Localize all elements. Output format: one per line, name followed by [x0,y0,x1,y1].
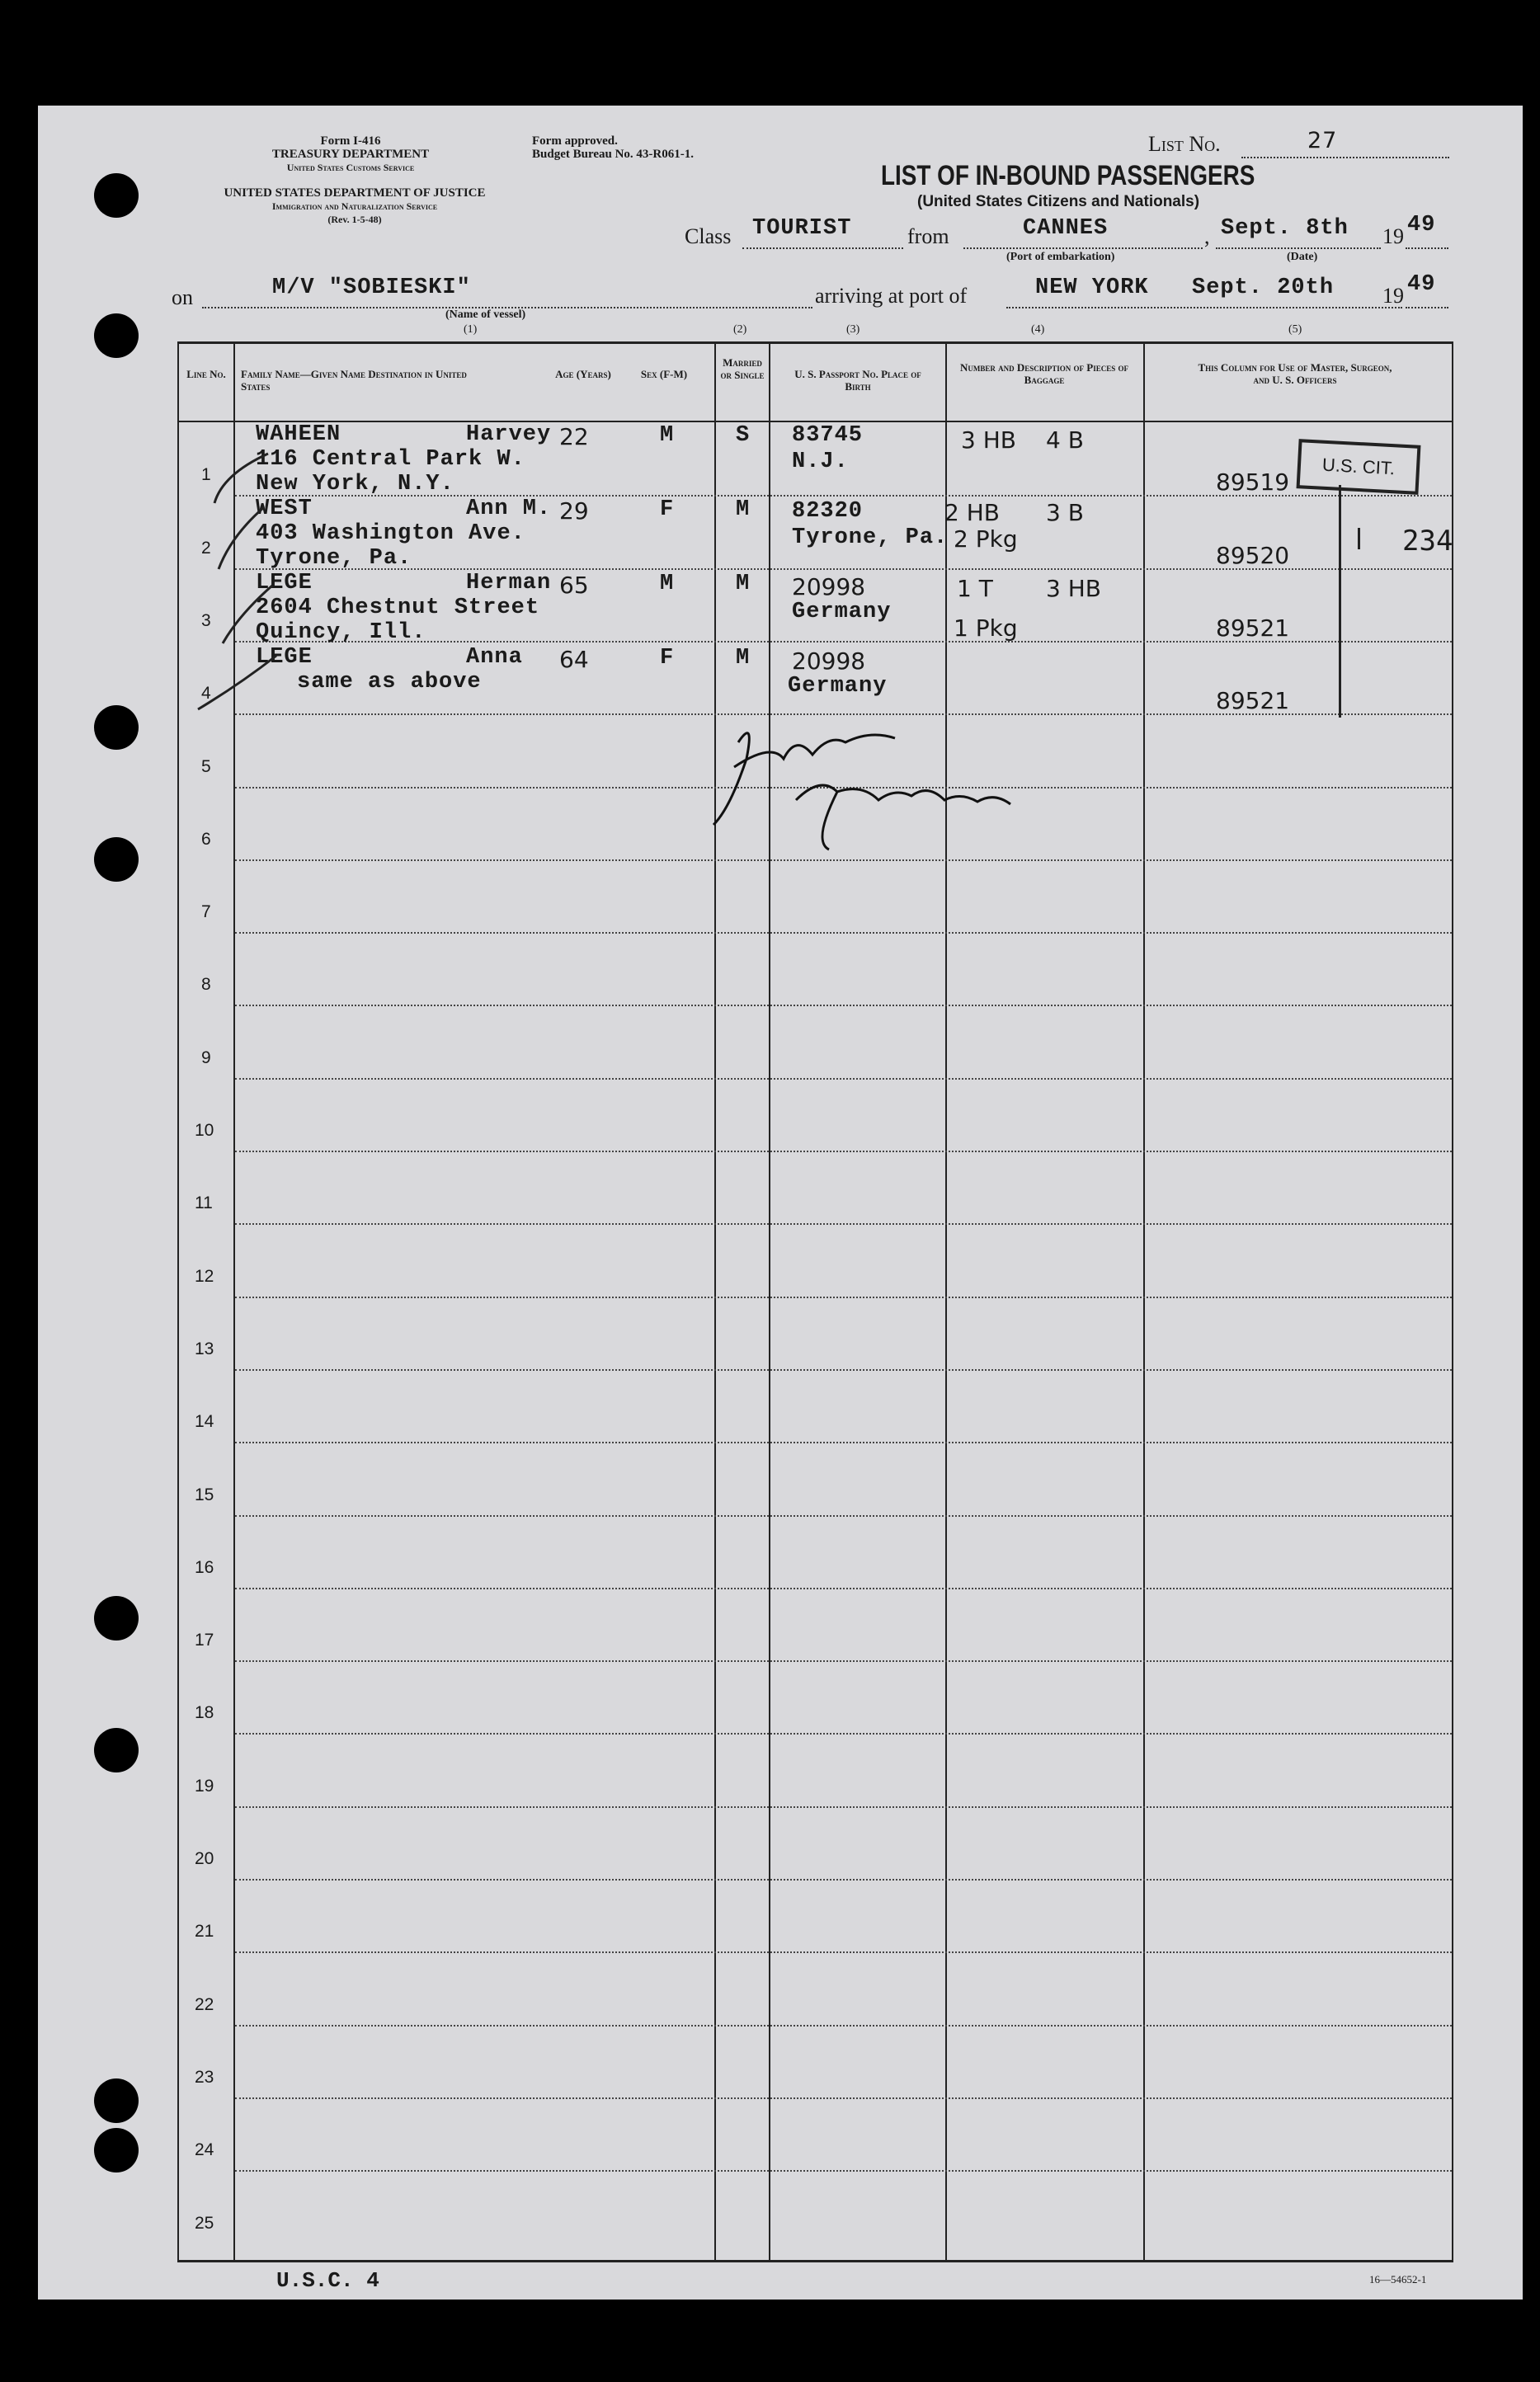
date-line [1216,247,1381,249]
row-separator [235,1078,1452,1080]
line-number: 17 [195,1631,214,1650]
line-number: 21 [195,1922,214,1942]
row-separator [235,2025,1452,2027]
col-divider [1143,341,1145,2262]
passenger-surname: LEGE [256,571,313,596]
list-no-label: List No. [1148,132,1221,156]
line-number: 10 [195,1121,214,1140]
line-number: 11 [195,1193,213,1213]
passenger-address: 116 Central Park W. [256,447,525,472]
punch-hole [94,837,139,882]
line-number: 23 [195,2067,214,2087]
row-separator [235,1879,1452,1881]
margin-tick [1358,528,1360,549]
col-number-5: (5) [1288,323,1302,336]
list-no-value: 27 [1307,128,1338,153]
year-prefix: 19 [1382,224,1404,248]
col-header-baggage: Number and Description of Pieces of Baggage [960,361,1128,386]
line-number: 24 [195,2140,214,2160]
footer-right: 16—54652-1 [1369,2273,1427,2285]
passenger-birthplace: Germany [788,674,888,699]
vessel-name: M/V "SOBIESKI" [272,275,471,300]
officer-number: 89520 [1216,542,1290,569]
punch-hole [94,2128,139,2173]
passenger-age: 65 [559,572,589,599]
line-number: 20 [195,1849,214,1868]
passenger-sex: F [660,646,675,671]
class-value: TOURIST [752,216,852,241]
passenger-married: M [736,572,751,596]
passenger-passport: 82320 [792,499,864,524]
passenger-age: 22 [559,423,589,450]
from-label: from [907,224,949,248]
passenger-married: M [736,646,751,671]
officer-number: 89519 [1216,468,1290,496]
row-separator [235,1297,1452,1298]
punch-hole [94,173,139,218]
arrival-date: Sept. 20th [1192,275,1335,300]
passenger-sex: M [660,572,675,596]
line-number: 7 [201,902,211,922]
passenger-baggage: 4 B [1046,426,1084,454]
row-separator [235,1223,1452,1225]
passenger-given: Herman [466,571,552,596]
row-separator [235,1660,1452,1662]
passenger-birthplace: N.J. [792,450,849,474]
form-id-block [231,134,470,174]
passenger-sex: M [660,423,675,448]
approval-block [532,134,694,161]
comma: , [1204,224,1210,248]
vessel-caption: (Name of vessel) [445,308,526,321]
punch-hole [94,705,139,750]
line-number: 25 [195,2213,214,2233]
col-number-3: (3) [846,323,860,336]
year-prefix-2: 19 [1382,284,1404,308]
row-separator [235,2097,1452,2099]
punch-hole [94,1728,139,1772]
passenger-surname: WEST [256,497,313,521]
row-separator [235,1151,1452,1152]
col-header-sex: Sex (F-M) [640,368,688,380]
tally-marks [190,437,289,718]
row-separator [235,2170,1452,2172]
passenger-baggage: 3 B [1046,499,1084,526]
margin-number: 234 [1402,525,1453,558]
class-label: Class [685,224,732,248]
arrival-port: NEW YORK [1035,275,1149,300]
year-line [1406,247,1448,249]
row-separator [235,1442,1452,1443]
passenger-passport: 20998 [792,647,866,675]
line-number: 13 [195,1339,214,1358]
table-top-border [177,341,1453,344]
col-header-name: Family Name—Given Name Destination in United States [241,368,467,393]
line-number: 16 [195,1557,214,1577]
col-number-1: (1) [464,323,478,336]
row-separator [235,932,1452,934]
date-embark: Sept. 8th [1221,216,1349,241]
line-number: 4 [201,684,211,704]
department: TREASURY DEPARTMENT [271,148,430,161]
arriving-label: arriving at port of [815,284,968,308]
col-number-2: (2) [733,323,747,336]
row-separator [235,1005,1452,1006]
revision: (Rev. 1-5-48) [327,214,382,225]
table-right-border [1452,341,1453,2262]
passenger-passport: 83745 [792,423,864,448]
passenger-passport: 20998 [792,573,866,600]
officer-number: 89521 [1216,687,1290,714]
passenger-baggage: 1 Pkg [954,614,1018,642]
line-number: 5 [201,756,211,776]
line-number: 22 [195,1994,214,2014]
footer-left: U.S.C. 4 [276,2268,379,2293]
year-embark: 49 [1407,213,1436,238]
port-embark-caption: (Port of embarkation) [1006,251,1115,263]
passenger-given: Anna [466,645,523,670]
passenger-baggage: 3 HB [1046,575,1101,602]
justice-block [165,186,544,226]
col-header-officers: This Column for Use of Master, Surgeon, and U. S. Officers [1198,361,1392,386]
col-header-line: Line No. [186,368,226,380]
passenger-address: 2604 Chestnut Street [256,596,540,620]
row-separator [235,1733,1452,1735]
citizen-stamp: U.S. CIT. [1297,439,1421,495]
margin-bracket [1339,485,1341,718]
line-number: 18 [195,1703,214,1723]
passenger-given: Harvey [466,422,552,447]
passenger-surname: LEGE [256,645,313,670]
passenger-address: same as above [297,670,482,694]
from-value: CANNES [1023,216,1109,241]
row-separator [235,1369,1452,1371]
line-number: 6 [201,829,211,849]
col-divider [714,341,716,2262]
passenger-sex: F [660,497,675,522]
on-label: on [172,285,193,309]
form-number: Form I-416 [320,134,381,148]
passenger-baggage: 1 T [957,575,993,602]
passenger-birthplace: Tyrone, Pa. [792,525,949,550]
passenger-surname: WAHEEN [256,422,341,447]
row-separator [235,1951,1452,1953]
year-line-2 [1406,307,1448,308]
arrival-line [1006,307,1402,308]
col-header-married: Married or Single [720,356,765,381]
line-number: 1 [201,465,211,485]
col-divider [945,341,947,2262]
col-divider [769,341,770,2262]
line-number: 3 [201,610,211,630]
ins: Immigration and Naturalization Service [271,200,438,212]
punch-hole [94,1596,139,1641]
col-number-4: (4) [1031,323,1045,336]
passenger-married: S [736,423,751,448]
passenger-married: M [736,497,751,522]
passenger-baggage: 2 Pkg [954,525,1018,553]
page-subtitle: (United States Citizens and Nationals) [917,193,1200,210]
passenger-city: Quincy, Ill. [256,620,426,645]
officer-number: 89521 [1216,614,1290,642]
date-caption: (Date) [1287,251,1318,263]
line-number: 2 [201,538,211,558]
passenger-birthplace: Germany [792,600,892,624]
line-number: 15 [195,1485,214,1504]
passenger-address: 403 Washington Ave. [256,521,525,546]
year-arrival: 49 [1407,272,1436,297]
row-separator [235,859,1452,861]
table-bottom-border [177,2260,1453,2262]
list-no-line [1241,157,1449,158]
passenger-city: New York, N.Y. [256,472,454,497]
page-title: LIST OF IN-BOUND PASSENGERS [881,160,1255,191]
col-header-age: Age (Years) [555,368,611,380]
budget: Budget Bureau No. 43-R061-1. [532,148,694,161]
line-number: 14 [195,1412,214,1432]
passenger-age: 64 [559,646,589,673]
col-header-passport: U. S. Passport No. Place of Birth [794,368,921,393]
passenger-baggage: 3 HB [961,426,1016,454]
passenger-city: Tyrone, Pa. [256,546,412,571]
inspector-signature [705,709,1068,858]
justice-dept: UNITED STATES DEPARTMENT OF JUSTICE [224,186,486,200]
line-number: 12 [195,1266,214,1286]
approval: Form approved. [532,134,618,148]
line-number: 8 [201,975,211,995]
passenger-given: Ann M. [466,497,552,521]
table-header-border [177,421,1453,422]
row-separator [235,1515,1452,1517]
passenger-age: 29 [559,497,589,525]
row-separator [235,1806,1452,1808]
service: United States Customs Service [286,162,415,173]
punch-hole [94,313,139,358]
table-left-border [177,341,179,2262]
from-line [963,247,1203,249]
line-number: 19 [195,1776,214,1796]
passenger-baggage: 2 HB [944,499,1000,526]
punch-hole [94,2078,139,2123]
line-number: 9 [201,1047,211,1067]
class-line [742,247,903,249]
row-separator [235,1588,1452,1589]
